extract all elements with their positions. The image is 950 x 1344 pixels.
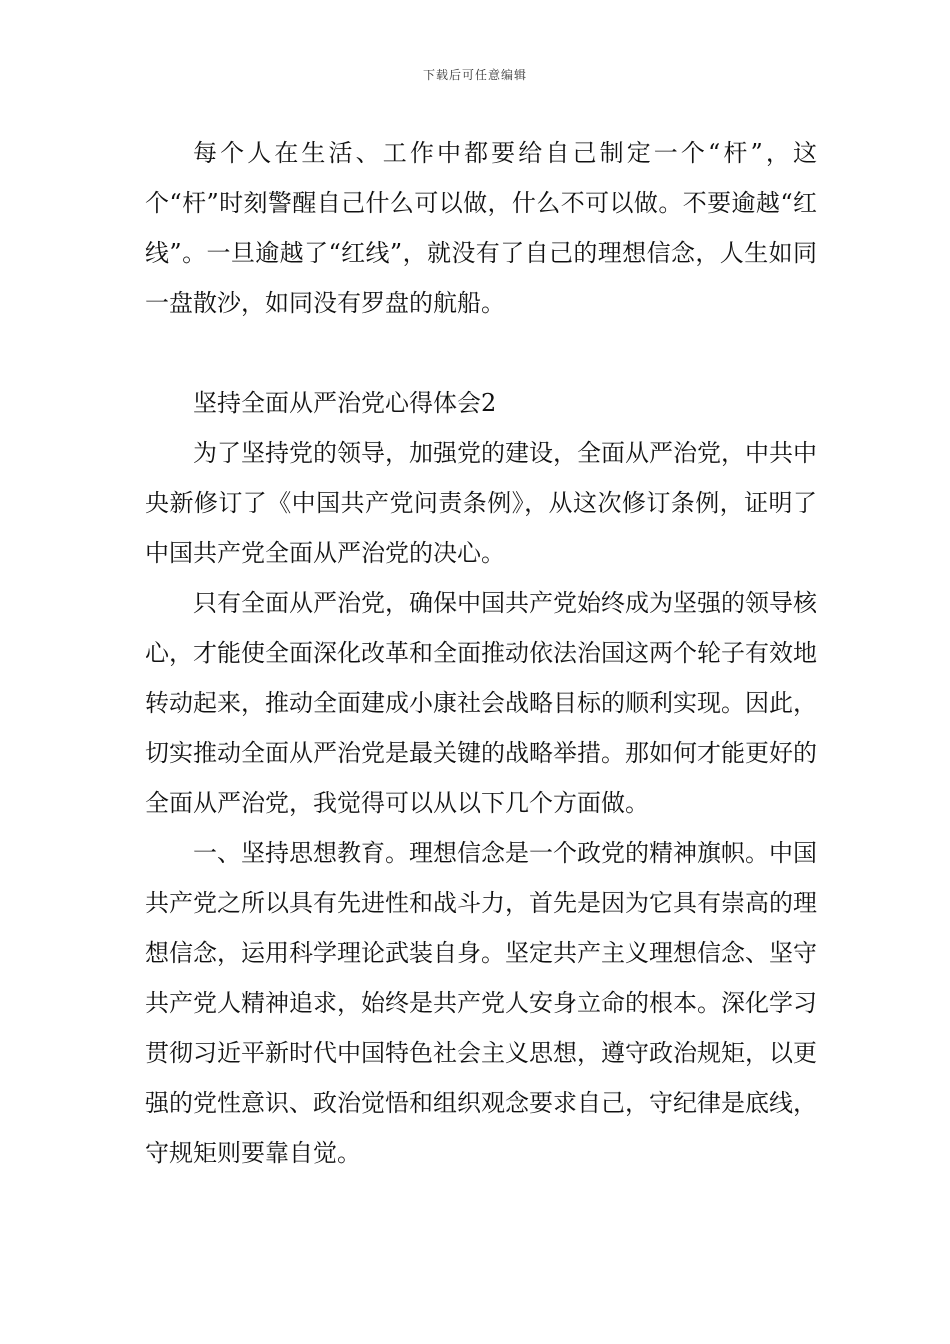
paragraph-spacer: [145, 328, 817, 378]
document-body: [145, 128, 817, 1178]
section-heading: 坚持全面从严治党心得体会2: [193, 389, 497, 417]
paragraph-1: 每个人在生活、工作中都要给自己制定一个“杆”，这个“杆”时刻警醒自己什么可以做，什么不可以做。不要逾越“红线”。一旦逾越了“红线”，就没有了自己的理想信念，人生如同一盘散沙，如同没有罗盘的航船。: [145, 139, 817, 317]
paragraph-3: 只有全面从严治党，确保中国共产党始终成为坚强的领导核心，才能使全面深化改革和全面推动依法治国这两个轮子有效地转动起来，推动全面建成小康社会战略目标的顺利实现。因此，切实推动全面从严治党是最关键的战略举措。那如何才能更好的全面从严治党，我觉得可以从以下几个方面做。: [145, 589, 817, 817]
header-note: 下载后可任意编辑: [422, 68, 527, 82]
paragraph-4: 一、坚持思想教育。理想信念是一个政党的精神旗帜。中国共产党之所以具有先进性和战斗力，首先是因为它具有崇高的理想信念，运用科学理论武装自身。坚定共产主义理想信念、坚守共产党人精神追求，始终是共产党人安身立命的根本。深化学习贯彻习近平新时代中国特色社会主义思想，遵守政治规矩，以更强的党性意识、政治觉悟和组织观念要求自己，守纪律是底线，守规矩则要靠自觉。: [145, 839, 817, 1167]
paragraph-2: 为了坚持党的领导，加强党的建设，全面从严治党，中共中央新修订了《中国共产党问责条例》，从这次修订条例，证明了中国共产党全面从严治党的决心。: [145, 439, 817, 567]
